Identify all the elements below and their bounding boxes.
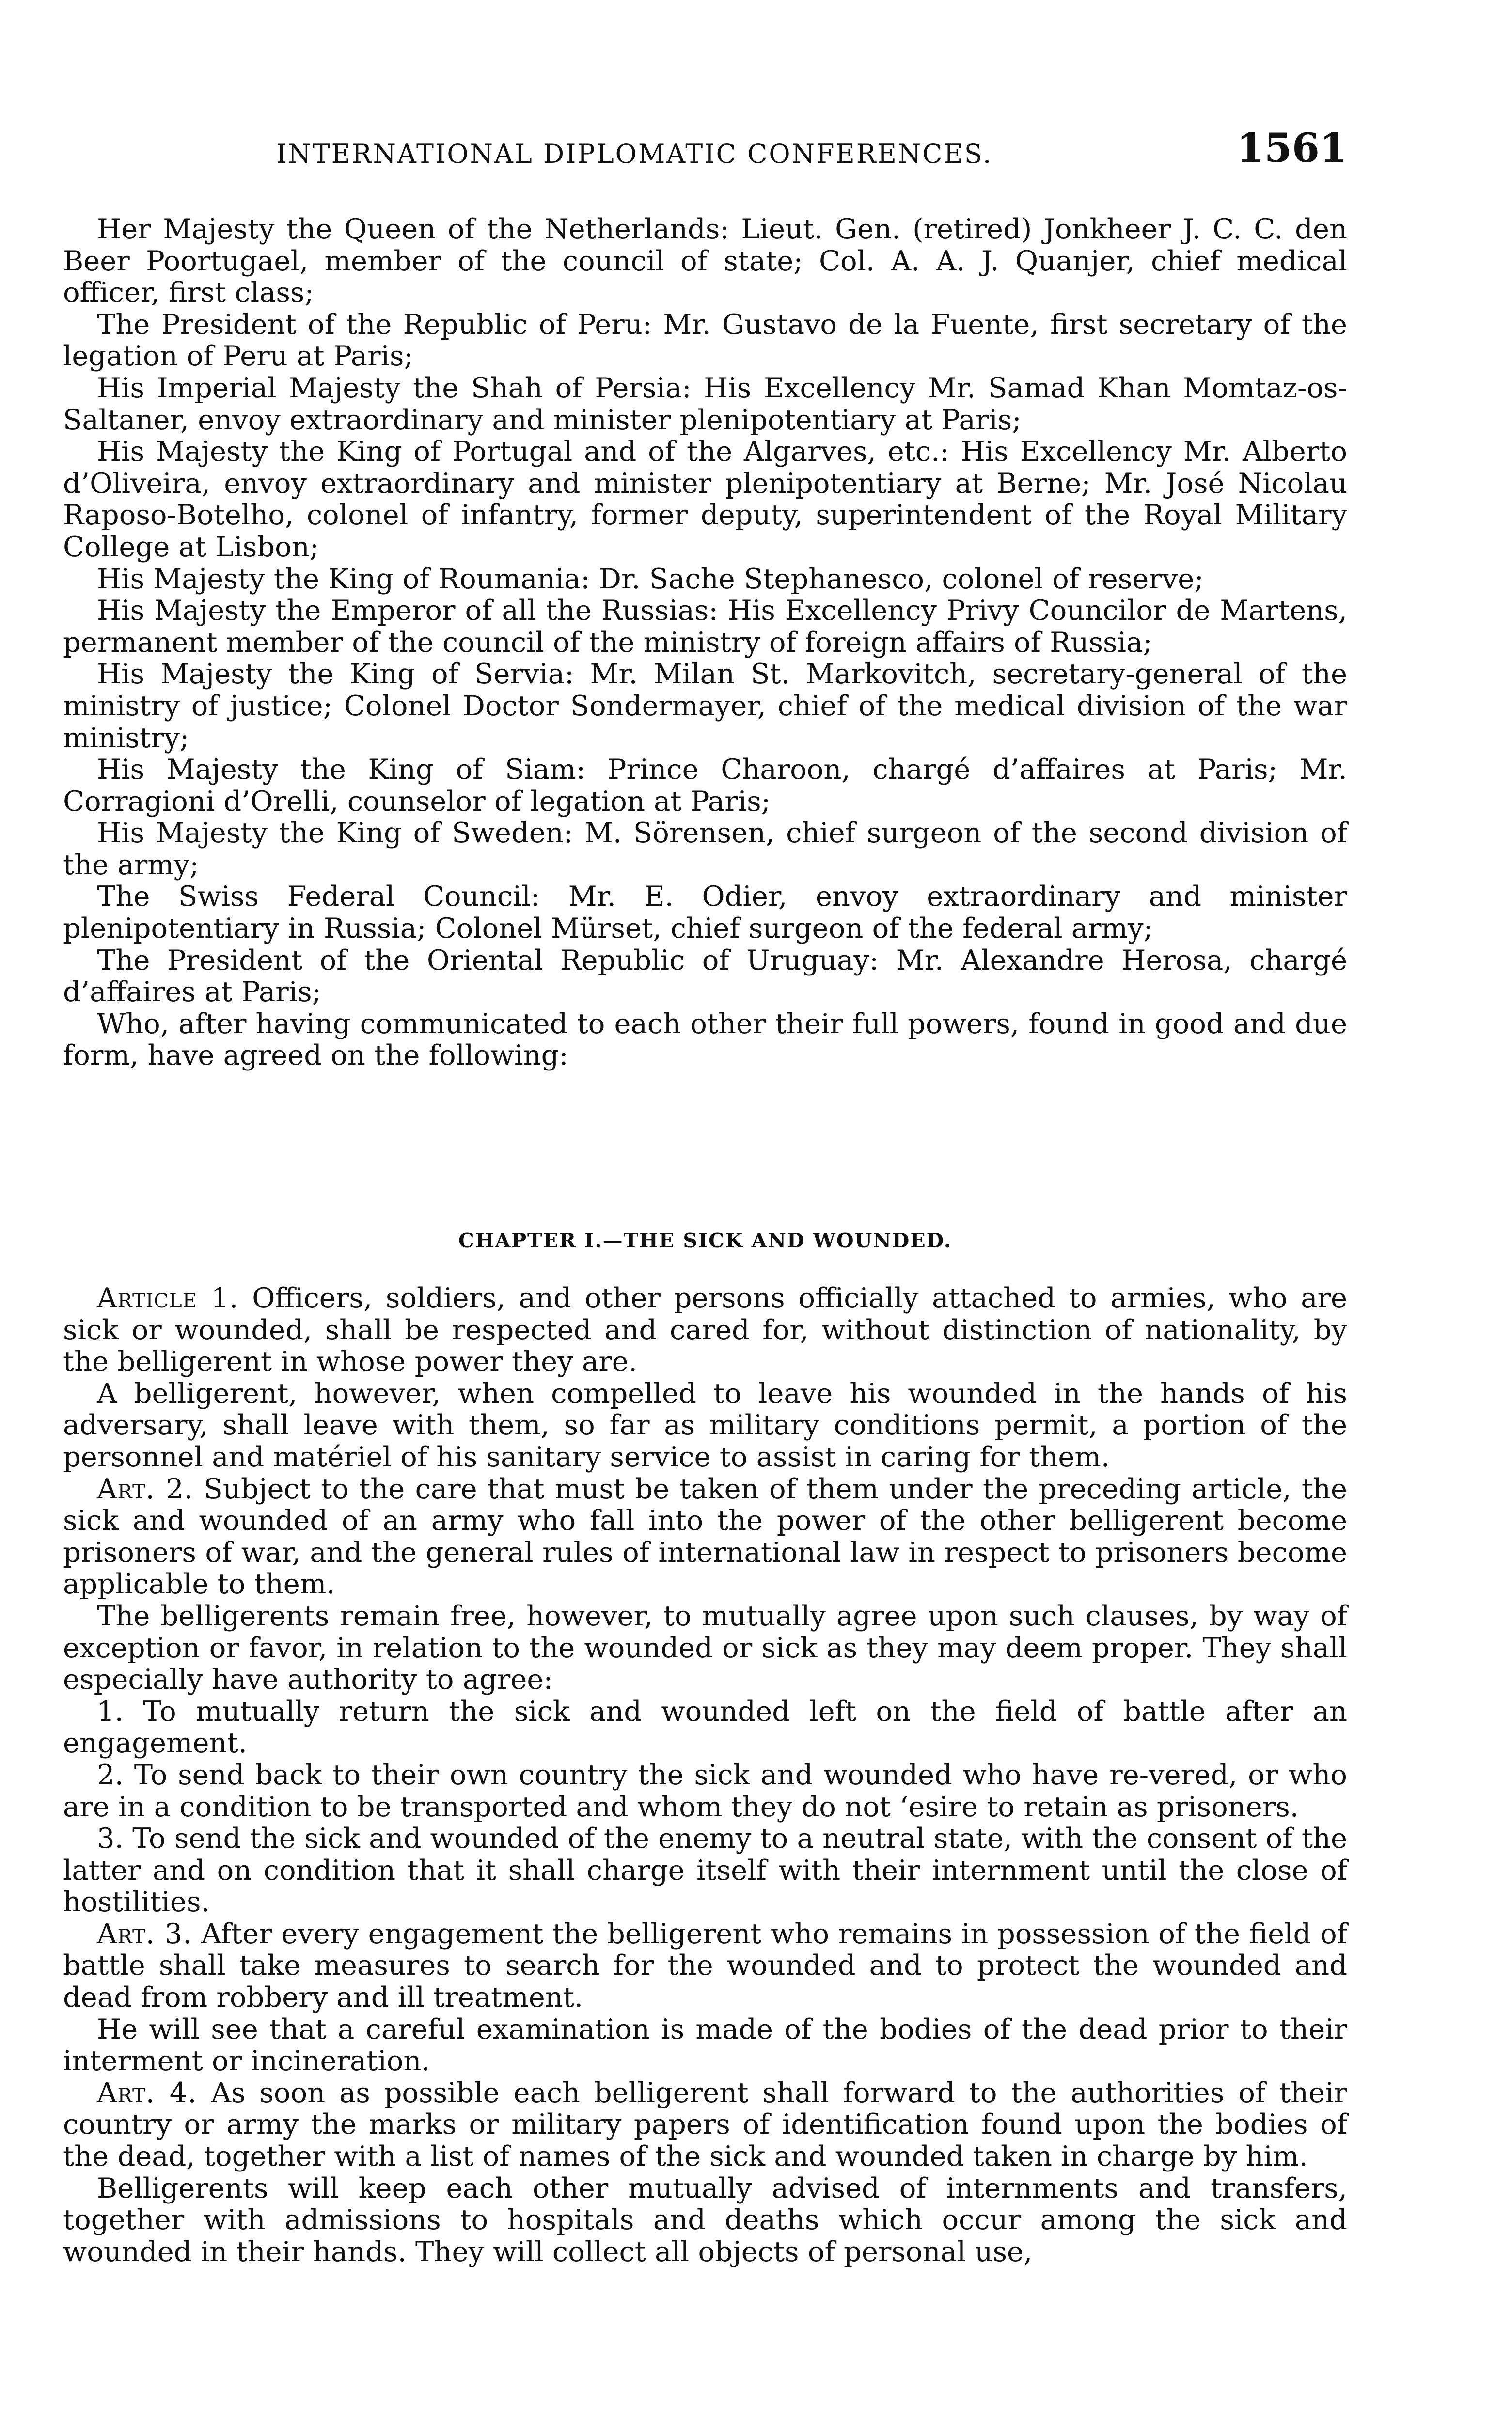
article-3-text: After every engagement the belligerent who remains in possession of the field of battle shall take measures to search for the wounded and to protect the wounded and dead from robbery and ill treatment. [63, 1917, 1347, 2014]
article-1-text: Officers, soldiers, and other persons officially attached to armies, who are sick or wounded, shall be respected and cared for, without distinction of nationality, by the belligerent in whose power they are. [63, 1282, 1347, 1378]
article-1-paragraph-2: A belligerent, however, when compelled to leave his wounded in the hands of his adversary, shall leave with them, so far as military conditions permit, a portion of the personnel and matériel of his sanitary service to assist in caring for them. [63, 1377, 1347, 1473]
article-4-label: Art. 4. [97, 2076, 197, 2109]
article-3-paragraph-2: He will see that a careful examination is made of the bodies of the dead prior to their interment or incineration. [63, 2013, 1347, 2077]
delegate-sweden: His Majesty the King of Sweden: M. Sörensen, chief surgeon of the second division of the army; [63, 817, 1347, 881]
article-2 [63, 1473, 1347, 1600]
article-3-label: Art. 3. [97, 1917, 192, 1950]
delegate-roumania: His Majesty the King of Roumania: Dr. Sache Stephanesco, colonel of reserve; [97, 562, 1204, 595]
delegate-siam: His Majesty the King of Siam: Prince Charoon, chargé d’affaires at Paris; Mr. Corragioni d’Orelli, counselor of legation at Paris; [63, 753, 1347, 818]
article-1-label: Article 1. [97, 1282, 239, 1314]
delegate-servia: His Majesty the King of Servia: Mr. Milan St. Markovitch, secretary-general of the ministry of justice; Colonel Doctor Sondermayer, chief of the medical division of the war ministry; [63, 658, 1347, 754]
running-head [63, 121, 1347, 179]
delegates-list [63, 213, 1347, 1071]
article-3 [63, 1918, 1347, 2014]
chapter-1 [63, 1229, 1347, 2267]
delegate-russia: His Majesty the Emperor of all the Russias: His Excellency Privy Councilor de Martens, permanent member of the council of the ministry of foreign affairs of Russia; [63, 594, 1347, 659]
article-2-paragraph-2: The belligerents remain free, however, to mutually agree upon such clauses, by way of exception or favor, in relation to the wounded or sick as they may deem proper. They shall especially have authority to agree: [63, 1599, 1347, 1696]
article-2-label: Art. 2. [97, 1472, 194, 1505]
article-1 [63, 1282, 1347, 1378]
article-4-text: As soon as possible each belligerent shall forward to the authorities of their country or army the marks or military papers of identification found upon the bodies of the dead, together with a list of names of the sick and wounded taken in charge by him. [63, 2076, 1347, 2173]
article-2-item-2: 2. To send back to their own country the sick and wounded who have re-​vered, or who are in a condition to be transported and whom they do not ‘esire to retain as prisoners. [63, 1758, 1347, 1823]
running-title: INTERNATIONAL DIPLOMATIC CONFERENCES. [276, 139, 993, 169]
chapter-heading: CHAPTER I.—THE SICK AND WOUNDED. [458, 1229, 952, 1252]
article-4-paragraph-2: Belligerents will keep each other mutually advised of internments and transfers, together with admissions to hospitals and deaths which occur among the sick and wounded in their hands. They will collect all objects of personal use, [63, 2171, 1347, 2268]
delegate-uruguay: The President of the Oriental Republic of Uruguay: Mr. Alexandre Herosa, chargé d’affaires at Paris; [63, 944, 1347, 1008]
agreement-clause: Who, after having communicated to each other their full powers, found in good and due form, have agreed on the following: [63, 1007, 1347, 1072]
article-2-text: Subject to the care that must be taken of them under the preceding article, the sick and wounded of an army who fall into the power of the other belligerent become prisoners of war, and the general rules of international law in respect to prisoners become applicable to them. [63, 1472, 1347, 1601]
article-2-item-1: 1. To mutually return the sick and wounded left on the field of battle after an engagement. [63, 1695, 1347, 1760]
delegate-persia: His Imperial Majesty the Shah of Persia: His Excellency Mr. Samad Khan Momtaz-os-Saltaner, envoy extraordinary and minister plenipotentiary at Paris; [63, 371, 1347, 436]
delegate-netherlands: Her Majesty the Queen of the Netherlands: Lieut. Gen. (retired) Jonkheer J. C. C. den Beer Poortugael, member of the council of state; Col. A. A. J. Quanjer, chief medical officer, first class; [63, 213, 1347, 309]
delegate-switzerland: The Swiss Federal Council: Mr. E. Odier, envoy extraordinary and minister plenipotentiary in Russia; Colonel Mürset, chief surgeon of the federal army; [63, 880, 1347, 945]
page-number: 1561 [1236, 125, 1347, 172]
article-4 [63, 2077, 1347, 2172]
article-2-item-3: 3. To send the sick and wounded of the enemy to a neutral state, with the consent of the latter and on condition that it shall charge itself with their internment until the close of hostilities. [63, 1822, 1347, 1919]
delegate-peru: The President of the Republic of Peru: Mr. Gustavo de la Fuente, first secretary of the legation of Peru at Paris; [63, 308, 1347, 373]
delegate-portugal: His Majesty the King of Portugal and of the Algarves, etc.: His Excellency Mr. Alberto d’Oliveira, envoy extraordinary and minister plenipotentiary at Berne; Mr. José Nicolau Raposo-Botelho, colonel of infantry, former deputy, superintendent of the Royal Military College at Lisbon; [63, 435, 1347, 563]
